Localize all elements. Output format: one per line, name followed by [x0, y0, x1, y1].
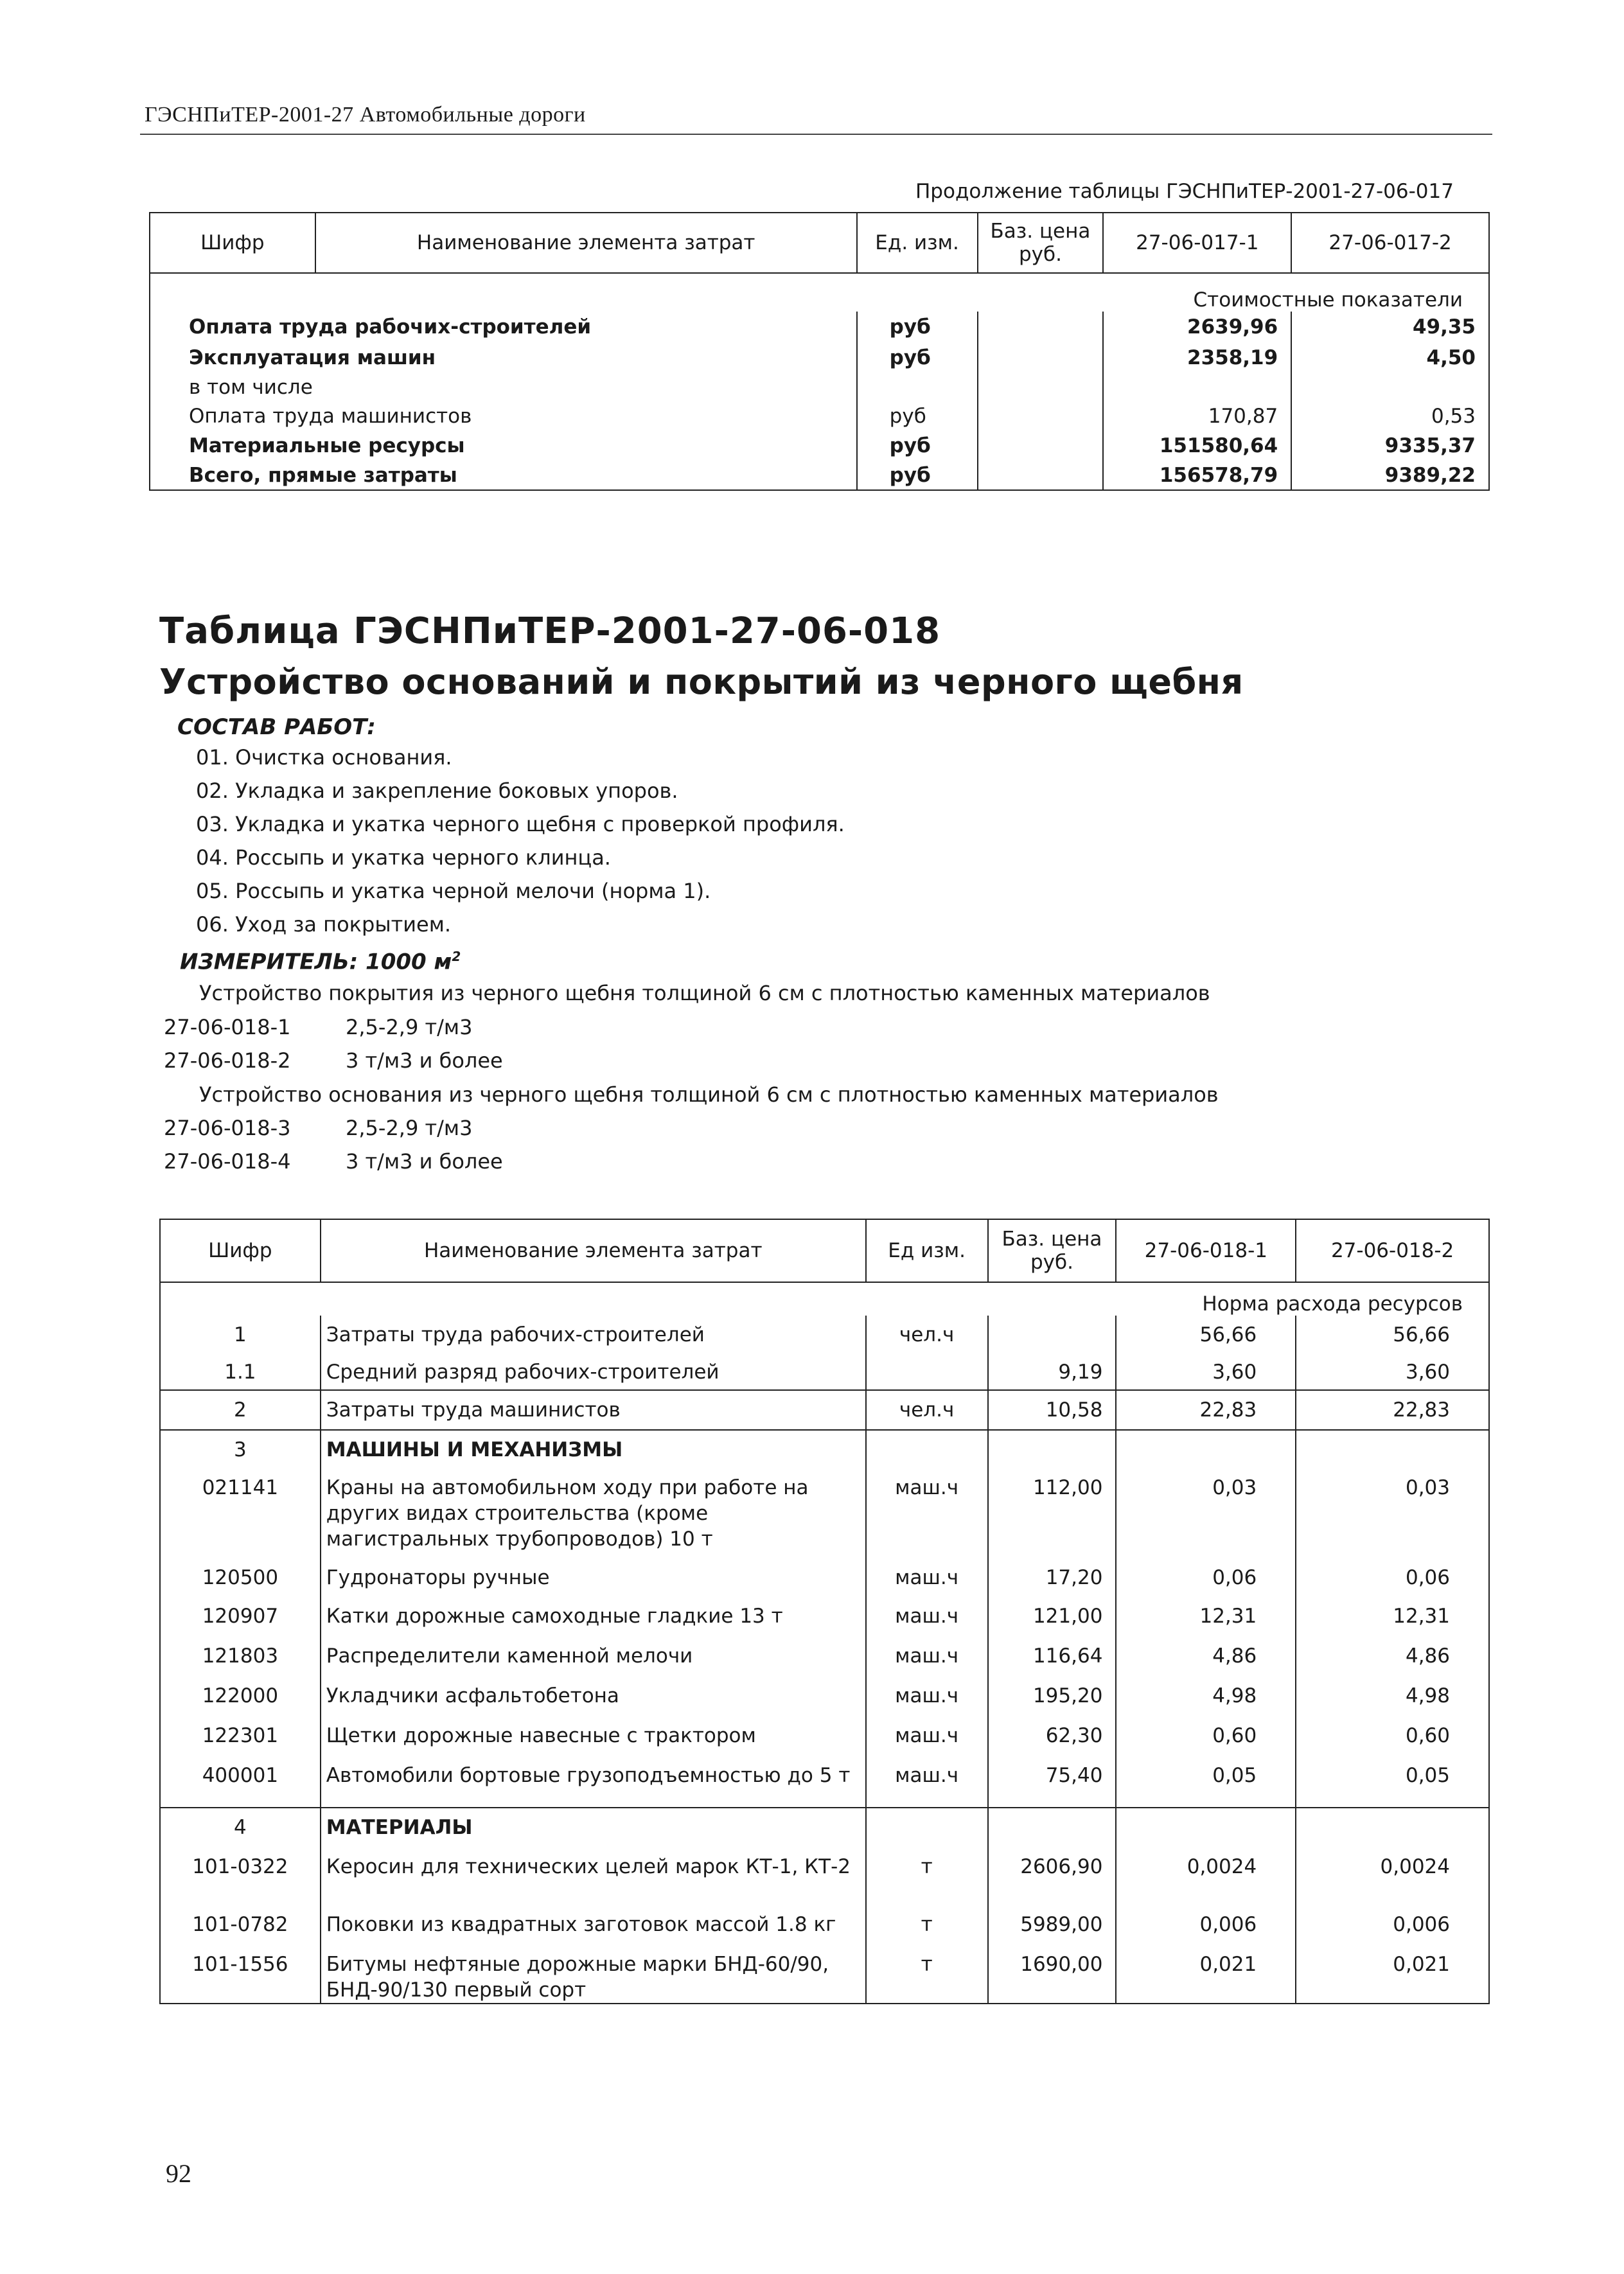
- table-row: [160, 1847, 1489, 1905]
- row-value-2: [1296, 1808, 1489, 1847]
- row-value-1: 0,60: [1116, 1716, 1296, 1756]
- row-value-1: 56,66: [1116, 1316, 1296, 1353]
- work-item: 05. Россыпь и укатка черной мелочи (норма 1).: [196, 879, 711, 903]
- row-value-2: 3,60: [1296, 1353, 1489, 1390]
- table-row: [160, 1756, 1489, 1808]
- row-code: 122000: [202, 1684, 279, 1707]
- row-name: Эксплуатация машин: [189, 346, 436, 369]
- row-name: в том числе: [189, 376, 313, 399]
- row-value-1: 0,006: [1116, 1905, 1296, 1945]
- row-value-1: 22,83: [1116, 1390, 1296, 1430]
- row-unit: маш.ч: [866, 1468, 988, 1558]
- row-value-1: 170,87: [1103, 401, 1291, 431]
- row-value-2: 4,50: [1291, 342, 1489, 373]
- code-text: 3 т/м3 и более: [346, 1048, 503, 1073]
- code-text: 2,5-2,9 т/м3: [346, 1116, 473, 1140]
- row-base-price: 62,30: [988, 1716, 1116, 1756]
- row-value-1: 151580,64: [1103, 431, 1291, 461]
- row-name: Материальные ресурсы: [189, 434, 465, 457]
- row-code: 101-0322: [192, 1855, 288, 1878]
- row-value-1: 0,05: [1116, 1756, 1296, 1808]
- work-item: 03. Укладка и укатка черного щебня с проверкой профиля.: [196, 812, 845, 836]
- row-value-1: 3,60: [1116, 1353, 1296, 1390]
- running-header: ГЭСНПиТЕР-2001-27 Автомобильные дороги: [145, 103, 586, 127]
- row-value-1: 2358,19: [1103, 342, 1291, 373]
- row-value-1: 0,0024: [1116, 1847, 1296, 1905]
- row-value-2: 56,66: [1296, 1316, 1489, 1353]
- table-row: [160, 1677, 1489, 1716]
- code-text: 3 т/м3 и более: [346, 1149, 503, 1174]
- code-text: 2,5-2,9 т/м3: [346, 1015, 473, 1039]
- row-name: Распределители каменной мелочи: [321, 1637, 866, 1677]
- row-unit: руб: [857, 401, 978, 431]
- row-value-1: [1116, 1808, 1296, 1847]
- row-name: МАТЕРИАЛЫ: [321, 1808, 866, 1847]
- row-unit: руб: [857, 312, 978, 342]
- row-code: 021141: [202, 1476, 279, 1499]
- row-value-2: 9389,22: [1291, 461, 1489, 490]
- row-value-2: 0,03: [1296, 1468, 1489, 1558]
- col-017-2: 27-06-017-2: [1291, 213, 1489, 273]
- row-value-2: 0,006: [1296, 1905, 1489, 1945]
- row-code: 120907: [202, 1605, 279, 1628]
- row-base-price: 75,40: [988, 1756, 1116, 1808]
- description-coating: Устройство покрытия из черного щебня толщиной 6 см с плотностью каменных материалов: [199, 981, 1210, 1005]
- code-row: 27-06-018-4: [164, 1149, 291, 1174]
- row-value-2: 0,021: [1296, 1945, 1489, 2004]
- row-value-2: 0,06: [1296, 1558, 1489, 1597]
- row-code: 1.1: [224, 1361, 256, 1384]
- row-code: 120500: [202, 1566, 279, 1589]
- row-value-1: 156578,79: [1103, 461, 1291, 490]
- row-code: 122301: [202, 1724, 279, 1747]
- meter-label: ИЗМЕРИТЕЛЬ: 1000 $м^2$: [180, 949, 461, 975]
- table-row: [160, 1353, 1489, 1390]
- row-unit: маш.ч: [866, 1756, 988, 1808]
- table-row: [160, 1716, 1489, 1756]
- row-base-price: [988, 1808, 1116, 1847]
- row-base-price: 121,00: [988, 1597, 1116, 1637]
- row-value-2: 22,83: [1296, 1390, 1489, 1430]
- col-name: Наименование элемента затрат: [321, 1219, 866, 1282]
- row-value-1: 12,31: [1116, 1597, 1296, 1637]
- table-row: [150, 373, 1489, 401]
- row-value-2: [1291, 373, 1489, 401]
- row-base-price: [978, 461, 1104, 490]
- work-item: 04. Россыпь и укатка черного клинца.: [196, 845, 611, 870]
- row-value-2: 0,05: [1296, 1756, 1489, 1808]
- row-unit: т: [866, 1905, 988, 1945]
- row-value-1: 4,98: [1116, 1677, 1296, 1716]
- row-code: 121803: [202, 1644, 279, 1668]
- row-base-price: [978, 312, 1104, 342]
- col-017-1: 27-06-017-1: [1103, 213, 1291, 273]
- row-unit: чел.ч: [866, 1316, 988, 1353]
- col-base-price: Баз. цена руб.: [988, 1219, 1116, 1282]
- row-unit: руб: [857, 431, 978, 461]
- table-row: [160, 1316, 1489, 1353]
- row-name: Краны на автомобильном ходу при работе на других видах строительства (кроме магистральных трубопроводов) 10 т: [321, 1468, 866, 1558]
- row-value-2: 0,53: [1291, 401, 1489, 431]
- table-row: [160, 1637, 1489, 1677]
- row-value-2: 9335,37: [1291, 431, 1489, 461]
- table-title: Таблица ГЭСНПиТЕР-2001-27-06-018: [159, 610, 941, 652]
- page-number: 92: [166, 2159, 191, 2188]
- row-base-price: 5989,00: [988, 1905, 1116, 1945]
- col-code: Шифр: [200, 231, 265, 254]
- composition-label: СОСТАВ РАБОТ:: [177, 714, 376, 740]
- row-name: Керосин для технических целей марок КТ-1, КТ-2: [321, 1847, 866, 1905]
- row-base-price: 112,00: [988, 1468, 1116, 1558]
- row-value-2: 0,0024: [1296, 1847, 1489, 1905]
- row-value-1: 0,03: [1116, 1468, 1296, 1558]
- table-row: [160, 1905, 1489, 1945]
- section-row: [150, 273, 1489, 312]
- table-row: [150, 401, 1489, 431]
- row-unit: маш.ч: [866, 1637, 988, 1677]
- row-name: Затраты труда рабочих-строителей: [321, 1316, 866, 1353]
- row-name: Щетки дорожные навесные с трактором: [321, 1716, 866, 1756]
- row-name: Катки дорожные самоходные гладкие 13 т: [321, 1597, 866, 1637]
- row-code: 101-1556: [192, 1953, 288, 1976]
- row-value-2: 49,35: [1291, 312, 1489, 342]
- table-row: [160, 1468, 1489, 1558]
- row-base-price: [978, 431, 1104, 461]
- col-unit: Ед изм.: [866, 1219, 988, 1282]
- section-row: [160, 1282, 1489, 1316]
- row-base-price: 2606,90: [988, 1847, 1116, 1905]
- row-value-2: 12,31: [1296, 1597, 1489, 1637]
- row-name: Средний разряд рабочих-строителей: [321, 1353, 866, 1390]
- table-row: [160, 1558, 1489, 1597]
- row-value-1: [1103, 373, 1291, 401]
- row-unit: [866, 1808, 988, 1847]
- table-row: [160, 1945, 1489, 2004]
- row-base-price: [978, 342, 1104, 373]
- row-code: 2: [160, 1390, 321, 1430]
- row-base-price: 1690,00: [988, 1945, 1116, 2004]
- section-label: Норма расхода ресурсов: [160, 1282, 1489, 1316]
- code-row: 27-06-018-2: [164, 1048, 291, 1073]
- row-code: 3: [160, 1430, 321, 1468]
- row-value-1: 0,021: [1116, 1945, 1296, 2004]
- resource-table-018: [159, 1219, 1490, 2004]
- row-unit: т: [866, 1945, 988, 2004]
- row-value-1: 2639,96: [1103, 312, 1291, 342]
- table-row: [150, 312, 1489, 342]
- header-rule: [140, 134, 1492, 135]
- row-unit: маш.ч: [866, 1558, 988, 1597]
- row-name: Оплата труда рабочих-строителей: [189, 315, 592, 339]
- table-row: [150, 431, 1489, 461]
- row-name: Затраты труда машинистов: [321, 1390, 866, 1430]
- row-value-2: 0,60: [1296, 1716, 1489, 1756]
- table-row: [160, 1390, 1489, 1430]
- row-unit: маш.ч: [866, 1597, 988, 1637]
- section-label: Стоимостные показатели: [150, 273, 1489, 312]
- row-unit: маш.ч: [866, 1677, 988, 1716]
- code-row: 27-06-018-3: [164, 1116, 291, 1140]
- row-value-2: 4,98: [1296, 1677, 1489, 1716]
- row-name: Укладчики асфальтобетона: [321, 1677, 866, 1716]
- row-base-price: 116,64: [988, 1637, 1116, 1677]
- code-row: 27-06-018-1: [164, 1015, 291, 1039]
- row-base-price: 17,20: [988, 1558, 1116, 1597]
- row-unit: чел.ч: [866, 1390, 988, 1430]
- work-item: 01. Очистка основания.: [196, 745, 452, 770]
- row-name: Всего, прямые затраты: [189, 463, 457, 487]
- row-base-price: 195,20: [988, 1677, 1116, 1716]
- col-base-price: Баз. цена руб.: [978, 213, 1104, 273]
- table-row: [160, 1430, 1489, 1468]
- row-base-price: [978, 401, 1104, 431]
- row-value-2: 4,86: [1296, 1637, 1489, 1677]
- table-header-row: [160, 1219, 1489, 1282]
- row-value-2: [1296, 1430, 1489, 1468]
- row-base-price: 10,58: [988, 1390, 1116, 1430]
- table-row: [150, 342, 1489, 373]
- row-unit: [866, 1430, 988, 1468]
- table-subtitle: Устройство оснований и покрытий из черного щебня: [159, 662, 1244, 702]
- row-base-price: [988, 1316, 1116, 1353]
- table-continuation-note: Продолжение таблицы ГЭСНПиТЕР-2001-27-06-017: [915, 180, 1454, 203]
- table-row: [150, 461, 1489, 490]
- col-018-1: 27-06-018-1: [1116, 1219, 1296, 1282]
- cost-table-017: [149, 212, 1490, 491]
- col-code: Шифр: [208, 1239, 272, 1262]
- row-name: МАШИНЫ И МЕХАНИЗМЫ: [321, 1430, 866, 1468]
- table-row: [160, 1808, 1489, 1847]
- row-name: Битумы нефтяные дорожные марки БНД-60/90, БНД-90/130 первый сорт: [321, 1945, 866, 2004]
- table-header-row: [150, 213, 1489, 273]
- row-code: 1: [234, 1323, 247, 1346]
- row-base-price: [988, 1430, 1116, 1468]
- row-unit: руб: [857, 461, 978, 490]
- row-value-1: 4,86: [1116, 1637, 1296, 1677]
- row-value-1: 0,06: [1116, 1558, 1296, 1597]
- row-value-1: [1116, 1430, 1296, 1468]
- row-unit: маш.ч: [866, 1716, 988, 1756]
- row-unit: [857, 373, 978, 401]
- row-code: 4: [160, 1808, 321, 1847]
- row-name: Гудронаторы ручные: [321, 1558, 866, 1597]
- description-base: Устройство основания из черного щебня толщиной 6 см с плотностью каменных материалов: [199, 1082, 1219, 1107]
- row-unit: руб: [857, 342, 978, 373]
- work-item: 06. Уход за покрытием.: [196, 912, 452, 937]
- row-unit: т: [866, 1847, 988, 1905]
- row-code: 400001: [202, 1764, 279, 1787]
- row-base-price: 9,19: [988, 1353, 1116, 1390]
- table-row: [160, 1597, 1489, 1637]
- row-name: Оплата труда машинистов: [189, 405, 472, 428]
- col-name: Наименование элемента затрат: [315, 213, 857, 273]
- row-name: Поковки из квадратных заготовок массой 1.8 кг: [321, 1905, 866, 1945]
- row-base-price: [978, 373, 1104, 401]
- col-018-2: 27-06-018-2: [1296, 1219, 1489, 1282]
- row-code: 101-0782: [192, 1913, 288, 1936]
- col-unit: Ед. изм.: [857, 213, 978, 273]
- row-unit: [866, 1353, 988, 1390]
- row-name: Автомобили бортовые грузоподъемностью до 5 т: [321, 1756, 866, 1808]
- work-item: 02. Укладка и закрепление боковых упоров.: [196, 779, 678, 803]
